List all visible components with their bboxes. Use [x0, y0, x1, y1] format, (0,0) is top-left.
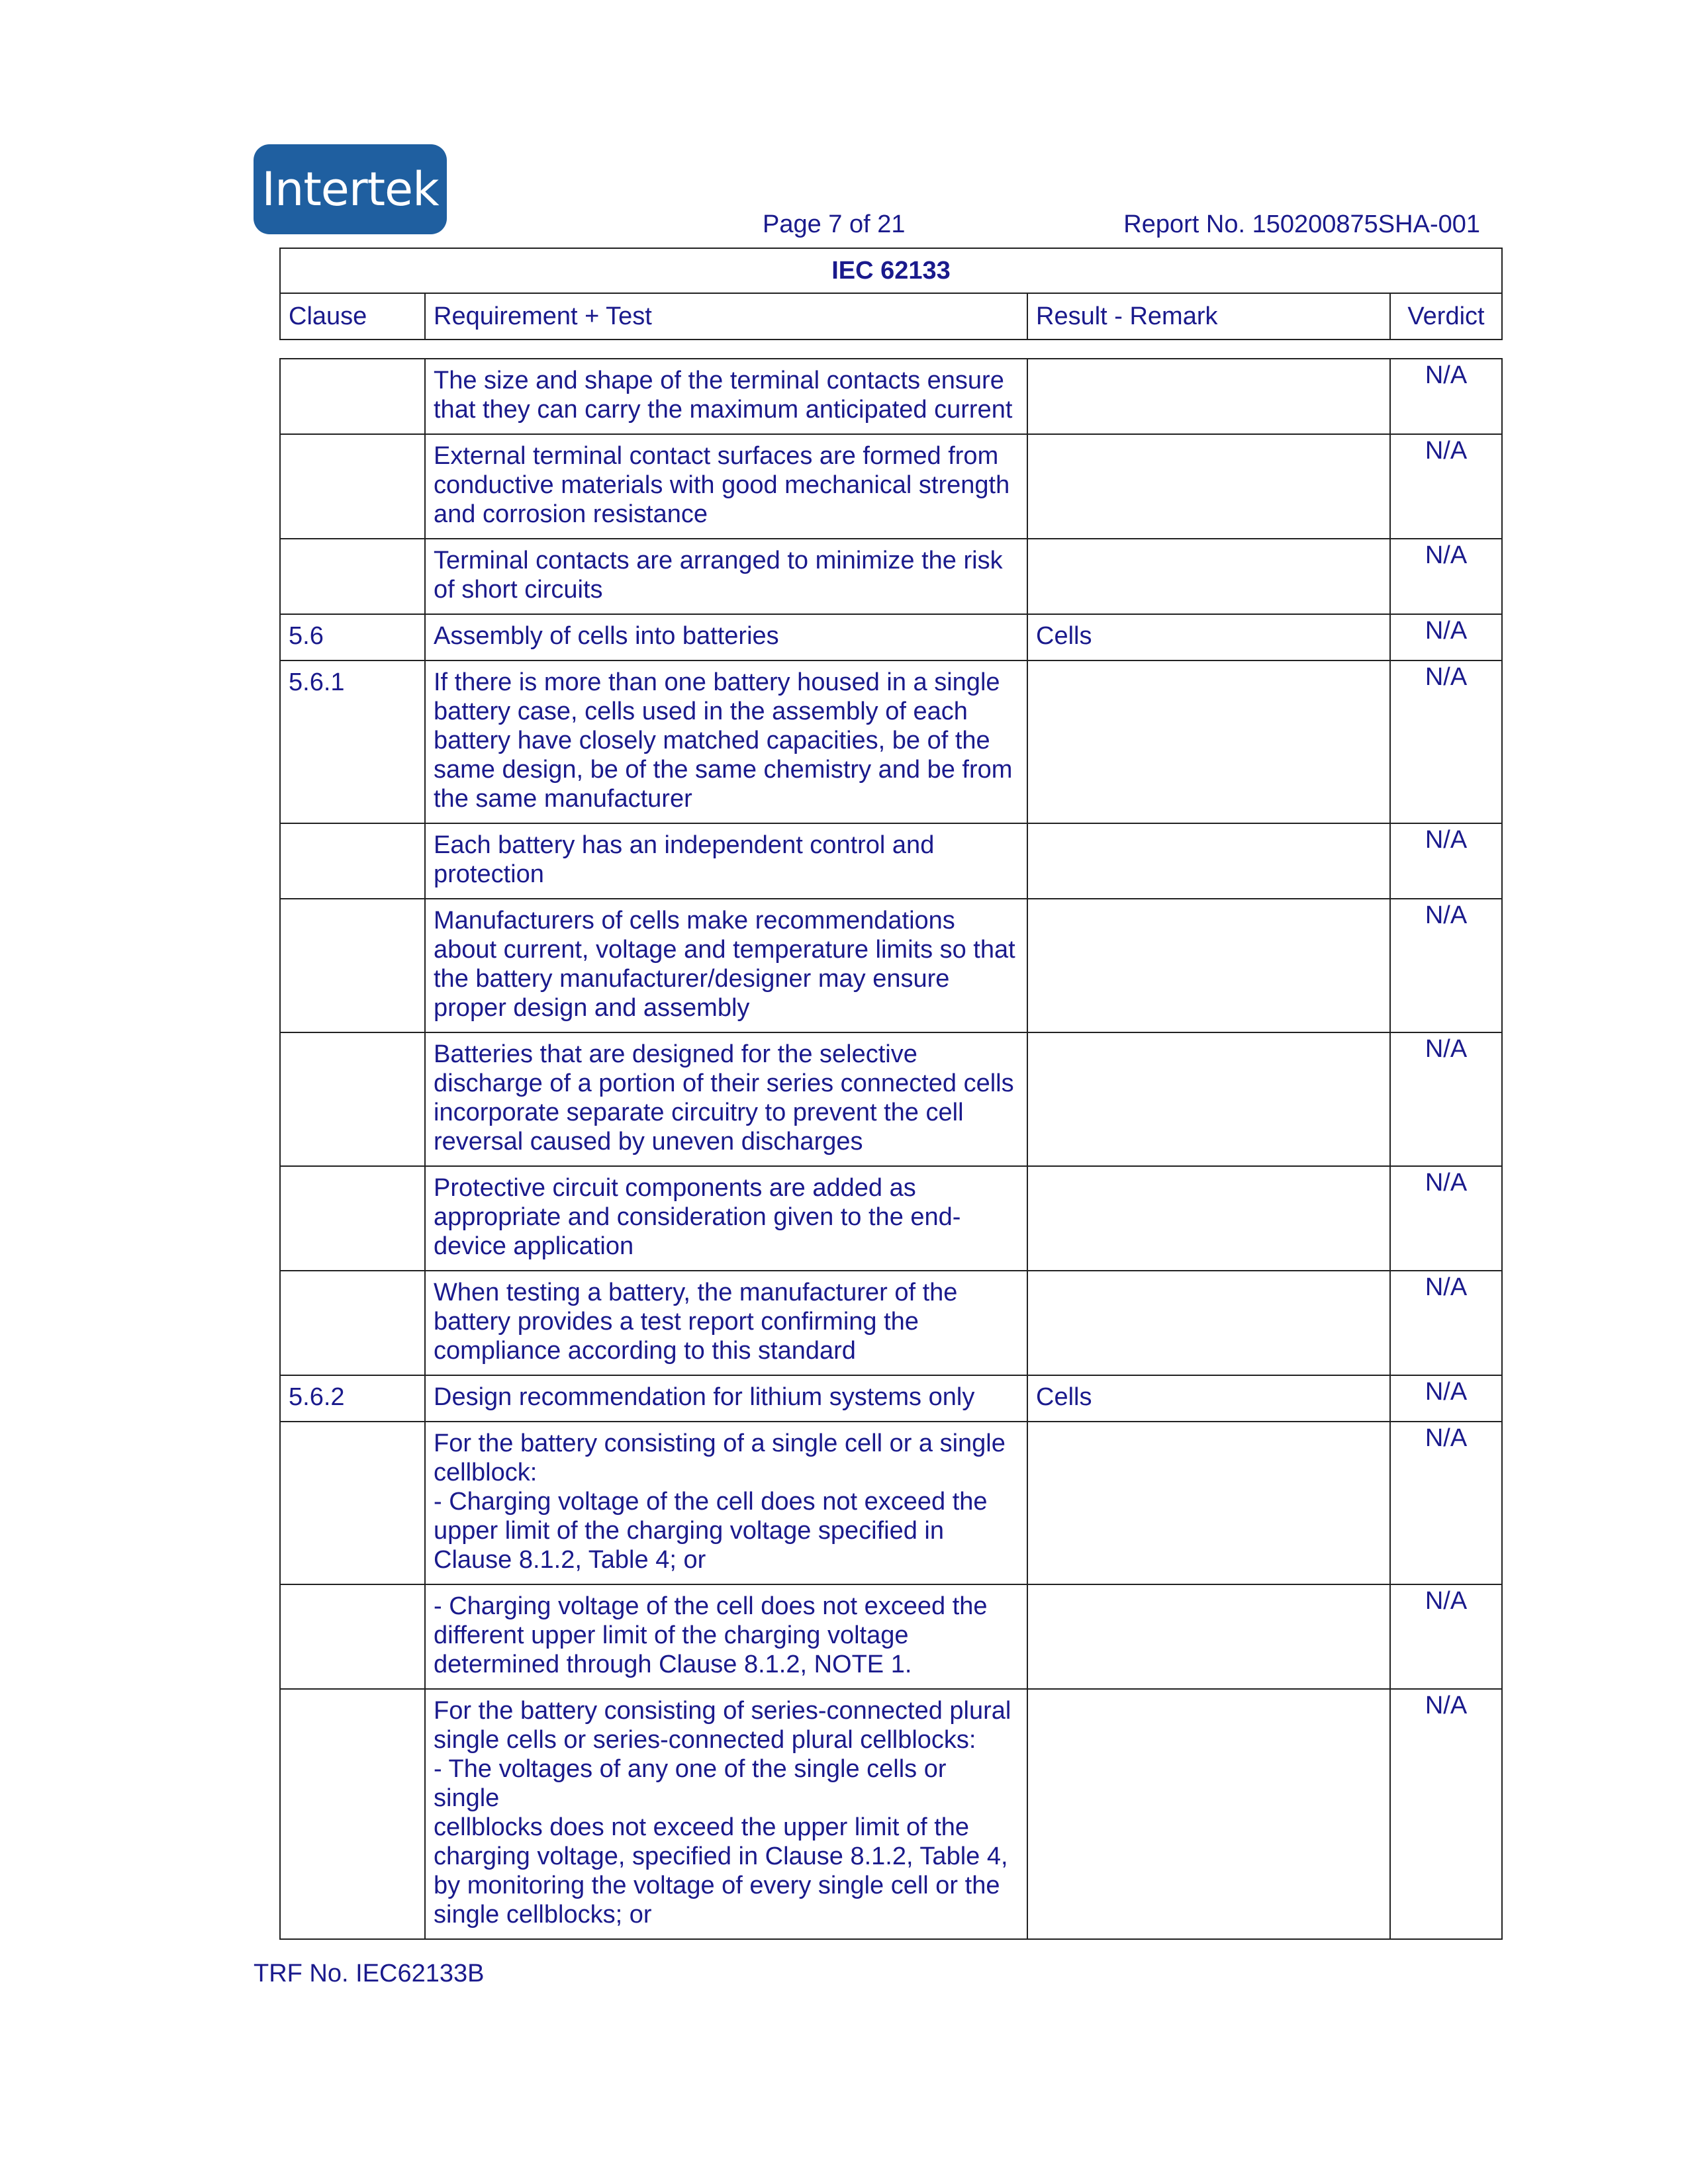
trf-number: TRF No. IEC62133B — [254, 1960, 485, 1987]
requirement-line: For the battery consisting of a single cell or a single — [434, 1430, 1006, 1457]
requirement-line: compliance according to this standard — [434, 1337, 856, 1365]
requirement-line: For the battery consisting of series-connected plural — [434, 1697, 1011, 1725]
verdict-cell: N/A — [1390, 1032, 1502, 1166]
requirement-line: incorporate separate circuitry to prevent the cell — [434, 1099, 964, 1126]
verdict-cell: N/A — [1390, 359, 1502, 434]
requirement-line: cellblock: — [434, 1459, 538, 1486]
verdict-cell: N/A — [1390, 1375, 1502, 1422]
requirement-line: When testing a battery, the manufacturer of the — [434, 1279, 958, 1306]
requirement-line: Clause 8.1.2, Table 4; or — [434, 1546, 706, 1574]
requirement-line: If there is more than one battery housed in a single — [434, 668, 1000, 696]
requirement-cell — [425, 539, 1027, 614]
requirements-table — [279, 358, 1503, 1940]
requirement-line: Batteries that are designed for the selective — [434, 1040, 917, 1068]
requirement-line: - The voltages of any one of the single cells or single — [434, 1755, 947, 1812]
requirement-line: about current, voltage and temperature limits so that — [434, 936, 1015, 964]
verdict-cell: N/A — [1390, 614, 1502, 660]
table-row — [280, 1584, 1502, 1689]
verdict-cell: N/A — [1390, 899, 1502, 1032]
result-cell — [1027, 660, 1390, 823]
requirement-line: - Charging voltage of the cell does not exceed the — [434, 1488, 988, 1516]
report-number: Report No. 150200875SHA-001 — [1123, 210, 1480, 238]
clause-cell — [280, 1584, 425, 1689]
clause-cell: 5.6.1 — [280, 660, 425, 823]
requirement-line: Each battery has an independent control and — [434, 831, 935, 859]
column-header-result: Result - Remark — [1027, 293, 1390, 340]
requirement-cell — [425, 1375, 1027, 1422]
requirement-line: Design recommendation for lithium systems only — [434, 1383, 975, 1411]
result-cell — [1027, 359, 1390, 434]
requirement-line: determined through Clause 8.1.2, NOTE 1. — [434, 1651, 912, 1678]
table-row — [280, 614, 1502, 660]
verdict-cell: N/A — [1390, 1584, 1502, 1689]
requirement-line: single cells or series-connected plural cellblocks: — [434, 1726, 976, 1754]
requirement-line: External terminal contact surfaces are formed from — [434, 442, 999, 470]
requirement-cell — [425, 660, 1027, 823]
column-header-requirement: Requirement + Test — [425, 293, 1027, 340]
clause-cell: 5.6.2 — [280, 1375, 425, 1422]
requirement-line: upper limit of the charging voltage specified in — [434, 1517, 945, 1545]
requirement-cell — [425, 899, 1027, 1032]
requirement-cell — [425, 1584, 1027, 1689]
requirement-cell — [425, 359, 1027, 434]
result-cell — [1027, 1032, 1390, 1166]
table-row — [280, 1032, 1502, 1166]
result-cell: Cells — [1027, 1375, 1390, 1422]
requirement-cell — [425, 1032, 1027, 1166]
requirement-line: the same manufacturer — [434, 785, 692, 813]
requirement-cell — [425, 434, 1027, 539]
result-cell — [1027, 1422, 1390, 1584]
table-row — [280, 1689, 1502, 1939]
result-cell — [1027, 434, 1390, 539]
result-cell — [1027, 823, 1390, 899]
requirement-cell — [425, 823, 1027, 899]
requirement-line: - Charging voltage of the cell does not exceed the — [434, 1592, 988, 1620]
requirement-line: Terminal contacts are arranged to minimize the risk — [434, 547, 1003, 574]
requirement-line: reversal caused by uneven discharges — [434, 1128, 863, 1156]
table-row — [280, 660, 1502, 823]
clause-cell — [280, 823, 425, 899]
clause-cell — [280, 1422, 425, 1584]
requirement-line: battery provides a test report confirming the — [434, 1308, 919, 1336]
clause-cell: 5.6 — [280, 614, 425, 660]
requirement-line: by monitoring the voltage of every single cell or the — [434, 1872, 1000, 1899]
clause-cell — [280, 359, 425, 434]
requirement-line: same design, be of the same chemistry and be from — [434, 756, 1013, 784]
clause-cell — [280, 1689, 425, 1939]
clause-cell — [280, 434, 425, 539]
requirement-line: device application — [434, 1232, 634, 1260]
requirement-line: proper design and assembly — [434, 994, 750, 1022]
verdict-cell: N/A — [1390, 434, 1502, 539]
requirement-line: and corrosion resistance — [434, 500, 708, 528]
intertek-logo: Intertek — [254, 144, 447, 234]
result-cell — [1027, 1271, 1390, 1375]
requirement-cell — [425, 1271, 1027, 1375]
requirement-line: conductive materials with good mechanical strength — [434, 471, 1010, 499]
table-row — [280, 1166, 1502, 1271]
table-row — [280, 1271, 1502, 1375]
requirement-line: Manufacturers of cells make recommendations — [434, 907, 955, 934]
verdict-cell: N/A — [1390, 1422, 1502, 1584]
verdict-cell: N/A — [1390, 539, 1502, 614]
verdict-cell: N/A — [1390, 823, 1502, 899]
requirement-line: of short circuits — [434, 576, 603, 604]
table-row — [280, 434, 1502, 539]
verdict-cell: N/A — [1390, 1271, 1502, 1375]
requirement-line: Protective circuit components are added as — [434, 1174, 916, 1202]
requirement-line: single cellblocks; or — [434, 1901, 652, 1929]
requirement-line: The size and shape of the terminal contacts ensure — [434, 367, 1004, 394]
requirement-cell — [425, 1689, 1027, 1939]
requirement-line: discharge of a portion of their series connected cells — [434, 1069, 1014, 1097]
table-row — [280, 539, 1502, 614]
page-number: Page 7 of 21 — [763, 210, 906, 238]
column-header-clause: Clause — [280, 293, 425, 340]
table-row — [280, 359, 1502, 434]
clause-cell — [280, 539, 425, 614]
requirement-cell — [425, 1166, 1027, 1271]
verdict-cell: N/A — [1390, 1166, 1502, 1271]
requirement-line: protection — [434, 860, 544, 888]
result-cell — [1027, 899, 1390, 1032]
requirement-line: the battery manufacturer/designer may ensure — [434, 965, 950, 993]
result-cell: Cells — [1027, 614, 1390, 660]
clause-cell — [280, 1032, 425, 1166]
table-row — [280, 1375, 1502, 1422]
verdict-cell: N/A — [1390, 660, 1502, 823]
standard-title: IEC 62133 — [280, 248, 1502, 293]
verdict-cell: N/A — [1390, 1689, 1502, 1939]
requirement-line: cellblocks does not exceed the upper limit of the — [434, 1813, 970, 1841]
requirement-line: battery have closely matched capacities, be of the — [434, 727, 990, 754]
table-header — [279, 248, 1503, 340]
result-cell — [1027, 539, 1390, 614]
result-cell — [1027, 1166, 1390, 1271]
clause-cell — [280, 1166, 425, 1271]
requirement-line: battery case, cells used in the assembly of each — [434, 698, 968, 725]
clause-cell — [280, 899, 425, 1032]
table-row — [280, 1422, 1502, 1584]
requirement-line: different upper limit of the charging voltage — [434, 1621, 909, 1649]
clause-cell — [280, 1271, 425, 1375]
requirement-line: charging voltage, specified in Clause 8.1.2, Table 4, — [434, 1843, 1008, 1870]
result-cell — [1027, 1584, 1390, 1689]
column-header-verdict: Verdict — [1390, 293, 1502, 340]
requirement-line: Assembly of cells into batteries — [434, 622, 779, 650]
requirement-cell — [425, 614, 1027, 660]
requirement-line: that they can carry the maximum anticipated current — [434, 396, 1013, 424]
requirement-cell — [425, 1422, 1027, 1584]
result-cell — [1027, 1689, 1390, 1939]
table-row — [280, 899, 1502, 1032]
requirement-line: appropriate and consideration given to the end- — [434, 1203, 961, 1231]
table-row — [280, 823, 1502, 899]
